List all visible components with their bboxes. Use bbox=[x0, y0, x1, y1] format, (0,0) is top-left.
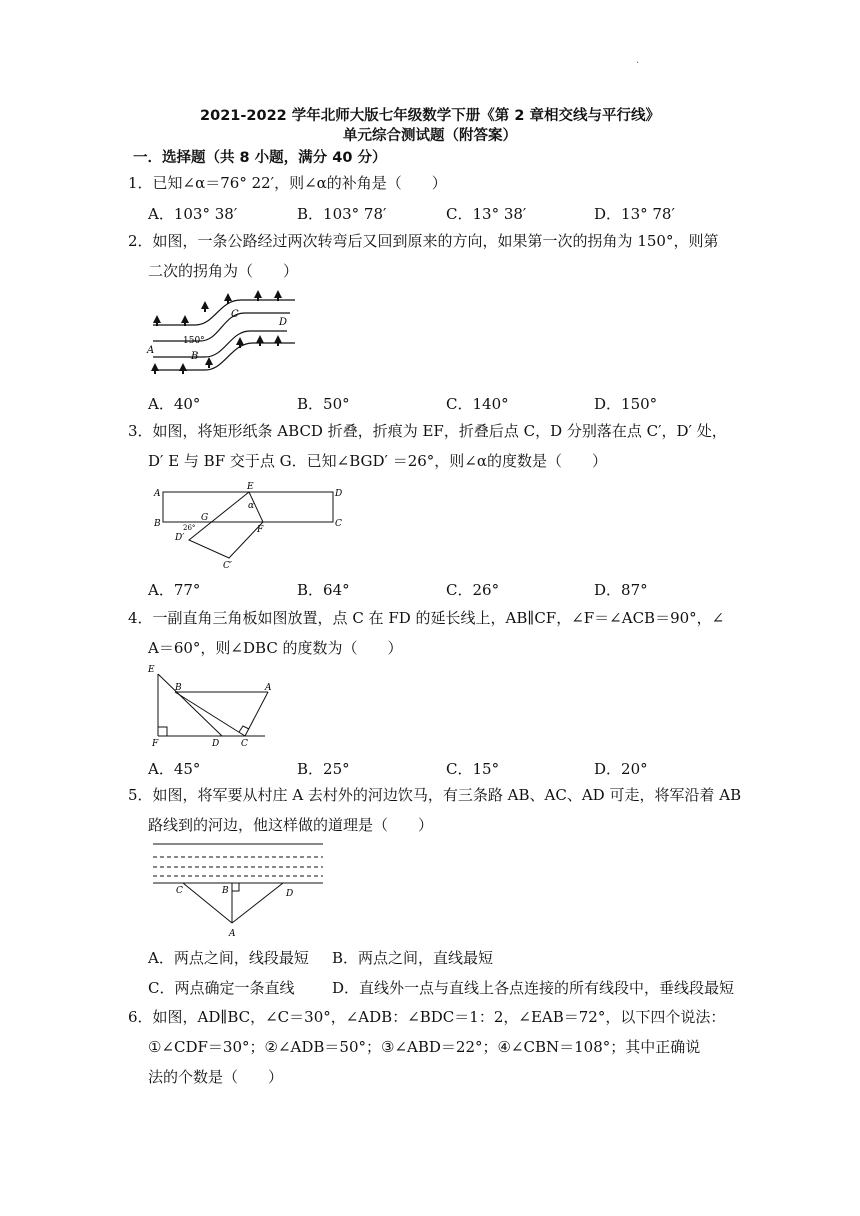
q5-label-c: C bbox=[176, 886, 183, 896]
q4-label-f: F bbox=[152, 739, 159, 749]
q2-option-a: A．40° bbox=[148, 395, 201, 413]
q3-option-a: A．77° bbox=[148, 581, 201, 599]
q4-option-d: D．20° bbox=[594, 760, 648, 778]
q2-label-d: D bbox=[279, 317, 288, 328]
q2-label-a: A bbox=[147, 345, 155, 356]
q5-option-b: B．两点之间，直线最短 bbox=[332, 949, 494, 967]
q3-label-e: E bbox=[247, 482, 254, 492]
q4-label-a: A bbox=[265, 683, 272, 693]
q3-label-a: A bbox=[154, 489, 161, 499]
q2-stem-line1: 2．如图，一条公路经过两次转弯后又回到原来的方向，如果第一次的拐角为 150°，则第 bbox=[128, 232, 719, 250]
q3-angle-label: 26° bbox=[183, 524, 196, 532]
q5-option-a: A．两点之间，线段最短 bbox=[148, 949, 309, 967]
q5-stem-line1: 5．如图，将军要从村庄 A 去村外的河边饮马，有三条路 AB、AC、AD 可走，将军沿着 AB bbox=[128, 786, 742, 804]
q1-stem: 1．已知∠α＝76° 22′，则∠α的补角是（ ） bbox=[128, 174, 447, 192]
q2-option-c: C．140° bbox=[446, 395, 509, 413]
q4-label-b: B bbox=[175, 683, 182, 693]
q4-stem-line1: 4．一副直角三角板如图放置，点 C 在 FD 的延长线上，AB∥CF，∠F＝∠ACB＝90°，∠ bbox=[128, 609, 725, 627]
q5-option-d: D．直线外一点与直线上各点连接的所有线段中，垂线段最短 bbox=[332, 979, 735, 997]
q3-label-f: F bbox=[257, 525, 264, 535]
q6-stem-line1: 6．如图，AD∥BC，∠C＝30°，∠ADB：∠BDC＝1：2，∠EAB＝72°，以下四个说法： bbox=[128, 1008, 726, 1026]
q4-option-c: C．15° bbox=[446, 760, 500, 778]
q1-option-b: B．103° 78′ bbox=[297, 205, 387, 223]
q5-option-c: C．两点确定一条直线 bbox=[148, 979, 295, 997]
q3-label-alpha: α bbox=[248, 501, 255, 511]
q3-option-b: B．64° bbox=[297, 581, 350, 599]
q2-option-d: D．150° bbox=[594, 395, 658, 413]
q4-figure-triangles bbox=[145, 662, 275, 750]
doc-title-line2: 单元综合测试题（附答案） bbox=[343, 128, 517, 144]
q4-label-c: C bbox=[241, 739, 248, 749]
q2-label-c: C bbox=[231, 309, 239, 320]
q6-stem-line2: ①∠CDF＝30°；②∠ADB＝50°；③∠ABD＝22°；④∠CBN＝108°；其中正确说 bbox=[148, 1038, 701, 1056]
q3-stem-line1: 3．如图，将矩形纸条 ABCD 折叠，折痕为 EF，折叠后点 C，D 分别落在点 C′，D′ 处， bbox=[128, 422, 727, 440]
q1-option-a: A．103° 38′ bbox=[148, 205, 238, 223]
q3-figure-folded-strip bbox=[145, 478, 355, 573]
q3-label-g: G bbox=[201, 513, 209, 523]
q5-label-b: B bbox=[222, 886, 229, 896]
q5-label-d: D bbox=[286, 889, 294, 899]
q1-option-d: D．13° 78′ bbox=[594, 205, 675, 223]
q2-figure-road bbox=[145, 285, 305, 385]
q3-label-d: D bbox=[335, 489, 343, 499]
q4-stem-line2: A＝60°，则∠DBC 的度数为（ ） bbox=[148, 639, 403, 657]
q3-option-d: D．87° bbox=[594, 581, 648, 599]
q2-option-b: B．50° bbox=[297, 395, 350, 413]
q3-option-c: C．26° bbox=[446, 581, 500, 599]
q2-label-b: B bbox=[191, 351, 199, 362]
page-mark: · bbox=[636, 58, 640, 69]
q4-option-b: B．25° bbox=[297, 760, 350, 778]
q5-label-a: A bbox=[229, 929, 236, 938]
section-heading: 一．选择题（共 8 小题，满分 40 分） bbox=[133, 150, 387, 166]
q3-stem-line2: D′ E 与 BF 交于点 G．已知∠BGD′ ＝26°，则∠α的度数是（ ） bbox=[148, 452, 607, 470]
doc-title-line1: 2021-2022 学年北师大版七年级数学下册《第 2 章相交线与平行线》 bbox=[200, 108, 660, 124]
q4-label-d: D bbox=[212, 739, 220, 749]
q1-option-c: C．13° 38′ bbox=[446, 205, 527, 223]
q3-label-c: C bbox=[335, 519, 342, 529]
q5-figure-river bbox=[145, 838, 330, 938]
q2-angle-label: 150° bbox=[183, 336, 205, 346]
q2-stem-line2: 二次的拐角为（ ） bbox=[148, 262, 299, 280]
q3-label-dprime: D′ bbox=[175, 533, 185, 543]
q3-label-cprime: C′ bbox=[223, 561, 232, 571]
q6-stem-line3: 法的个数是（ ） bbox=[148, 1068, 284, 1086]
q5-stem-line2: 路线到的河边，他这样做的道理是（ ） bbox=[148, 816, 434, 834]
q4-label-e: E bbox=[148, 665, 155, 675]
q4-option-a: A．45° bbox=[148, 760, 201, 778]
q3-label-b: B bbox=[154, 519, 161, 529]
